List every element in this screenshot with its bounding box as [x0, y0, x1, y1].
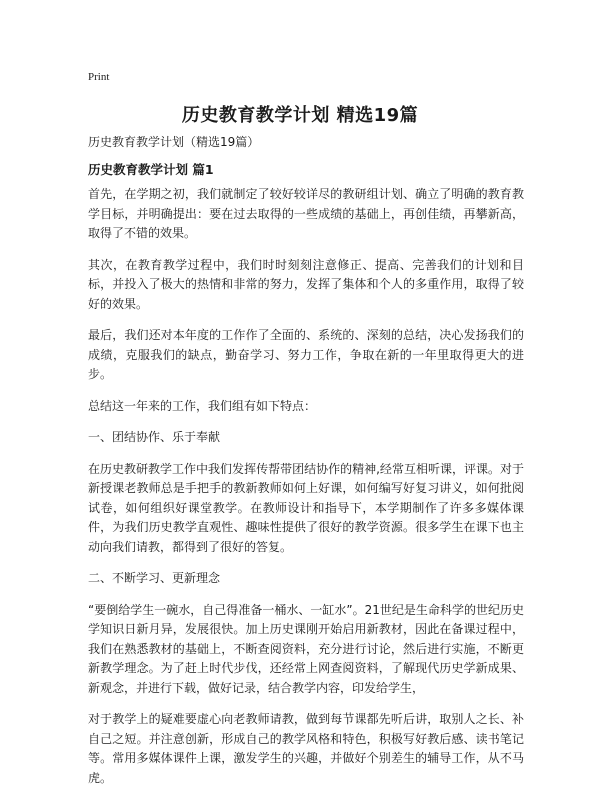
- document-body: [88, 185, 524, 800]
- subheading-learning: 二、不断学习、更新理念: [88, 571, 221, 585]
- section-title: 历史教育教学计划 篇1: [88, 162, 214, 177]
- paragraph-teamwork: 在历史教研教学工作中我们发挥传帮带团结协作的精神,经常互相听课，评课。对于新授课老教师总是手把手的教新教师如何上好课，如何编写好复习讲义，如何批阅试卷，如何组织好课堂教学。在教师设计和指导下，本学期制作了许多多媒体课件，为我们历史教学直观性、趣味性提供了很好的教学资源。很多学生在课下也主动向我们请教，都得到了很好的答复。: [88, 461, 524, 554]
- paragraph-learning: “要倒给学生一碗水，自己得准备一桶水、一缸水”。21世纪是生命科学的世纪历史学知识日新月异，发展很快。加上历史课刚开始启用新教材，因此在备课过程中，我们在熟悉教材的基础上，不断查阅资料，充分进行讨论，然后进行实施，不断更新教学理念。为了赶上时代步伐，还经常上网查阅资料，了解现代历史学新成果、新观念，并进行下载，做好记录，结合教学内容，印发给学生，: [88, 602, 524, 695]
- page-title: 历史教育教学计划 精选19篇: [181, 105, 419, 126]
- paragraph-intro-second: 其次，在教育教学过程中，我们时时刻刻注意修正、提高、完善我们的计划和目标，并投入了极大的热情和非常的努力，发挥了集体和个人的多重作用，取得了较好的效果。: [88, 257, 524, 311]
- paragraph-summary-lead: 总结这一年来的工作，我们组有如下特点：: [88, 398, 317, 413]
- paragraph-consulting: 对于教学上的疑难要虚心向老教师请教，做到每节课都先听后讲，取别人之长、补自己之短。并注意创新，形成自己的教学风格和特色，积极写好教后感、读书笔记等。常用多媒体课件上课，激发学生的兴趣，并做好个别差生的辅导工作，从不马虎。: [88, 712, 524, 785]
- paragraph-intro-last: 最后，我们还对本年度的工作作了全面的、系统的、深刻的总结，决心发扬我们的成绩，克服我们的缺点，勤奋学习、努力工作，争取在新的一年里取得更大的进步。: [88, 328, 524, 381]
- print-label: Print: [88, 71, 110, 83]
- document-subtitle: 历史教育教学计划（精选19篇）: [88, 135, 260, 149]
- paragraph-intro-first: 首先，在学期之初，我们就制定了较好较详尽的教研组计划、确立了明确的教育教学目标，并明确提出：要在过去取得的一些成绩的基础上，再创佳绩，再攀新高，取得了不错的效果。: [88, 187, 524, 240]
- subheading-teamwork: 一、团结协作、乐于奉献: [88, 430, 221, 444]
